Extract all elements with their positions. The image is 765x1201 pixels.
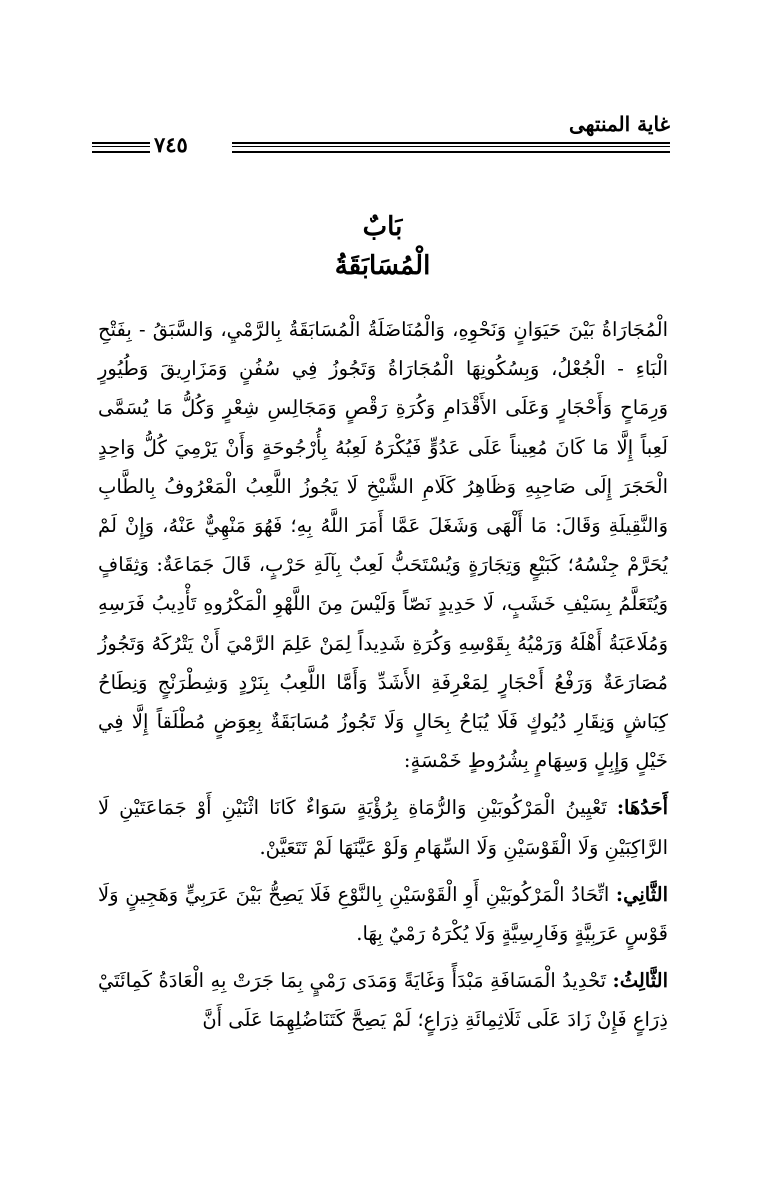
condition-lead: أَحَدُهَا: [616, 796, 668, 820]
chapter-label: بَابٌ [362, 212, 403, 242]
body-text [98, 310, 668, 1040]
paragraph-text: تَعْيِينُ الْمَرْكُوبَيْنِ وَالرُّمَاةِ بِرُؤْيَةٍ سَوَاءٌ كَانَا اثْنَيْنِ أَوْ جَمَاعَتَيْنِ لَا الرَّاكِبَيْنِ وَلَا الْقَوْسَيْنِ وَلَا السِّهَامِ وَلَوْ عَيَّنَهَا لَمْ تَتَعَيَّنْ. [98, 796, 668, 859]
header-rule [232, 142, 670, 153]
condition-lead: الثَّانِي: [615, 882, 668, 906]
paragraph-condition-2 [98, 875, 668, 953]
page-number: ٧٤٥ [154, 132, 188, 157]
running-title: غاية المنتهى [569, 112, 670, 136]
paragraph-condition-1 [98, 788, 668, 866]
paragraph-text: اتِّحَادُ الْمَرْكُوبَيْنِ أَوِ الْقَوْسَيْنِ بِالنَّوْعِ فَلَا يَصِحُّ بَيْنَ عَرَبِيٍّ وَهَجِينٍ وَلَا قَوْسٍ عَرَبِيَّةٍ وَفَارِسِيَّةٍ وَلَا يُكْرَهُ رَمْيٌ بِهَا. [98, 882, 668, 946]
page-number-rule [92, 142, 150, 153]
paragraph-text: تَحْدِيدُ الْمَسَافَةِ مَبْدَأً وَغَايَةً وَمَدَى رَمْيٍ بِمَا جَرَتْ بِهِ الْعَادَةُ كَمِائَتَيْ ذِرَاعٍ فَإِنْ زَادَ عَلَى ثَلَاثِمِائَةِ ذِرَاعٍ؛ لَمْ يَصِحَّ كَتَنَاضُلِهِمَا عَلَى أَنَّ [98, 969, 668, 1032]
paragraph-text: الْمُجَارَاةُ بَيْنَ حَيَوَانٍ وَنَحْوِهِ، وَالْمُنَاضَلَةُ الْمُسَابَقَةُ بِالرَّمْيِ، وَالسَّبَقُ - بِفَتْحِ الْبَاءِ - الْجُعْلُ، وَبِسُكُونِهَا الْمُجَارَاةُ وَتَجُوزُ فِي سُفُنٍ وَمَزَارِيقَ وَطُيُورٍ وَرِمَاحٍ وَأَحْجَارٍ وَعَلَى الأَقْدَامِ وَكُرَةِ رَقْصٍ وَمَجَالِسِ شِعْرٍ وَكُلُّ مَا يُسَمَّى لَعِباً إِلَّا مَا كَانَ مُعِيناً عَلَى عَدُوٍّ فَيُكْرَهُ لَعِبُهُ بِأُرْجُوحَةٍ وَأَنْ يَرْمِيَ كُلُّ وَاحِدٍ الْحَجَرَ إِلَى صَاحِبِهِ وَظَاهِرُ كَلَامِ الشَّيْخِ لَا يَجُوزُ اللَّعِبُ الْمَعْرُوفُ بِالطَّابِ وَالنَّقِيلَةِ وَقَالَ: مَا أَلْهَى وَشَغَلَ عَمَّا أَمَرَ اللَّهُ بِهِ؛ فَهُوَ مَنْهِيٌّ عَنْهُ، وَإِنْ لَمْ يُحَرَّمْ جِنْسُهُ؛ كَبَيْعٍ وَتِجَارَةٍ وَيُسْتَحَبُّ لَعِبٌ بِآلَةِ حَرْبٍ، قَالَ جَمَاعَةٌ: وَثِقَافٍ وَيُتَعَلَّمُ بِسَيْفِ خَشَبٍ، لَا حَدِيدٍ نَصّاً وَلَيْسَ مِنَ اللَّهْوِ الْمَكْرُوهِ تَأْدِيبُ فَرَسِهِ وَمُلَاعَبَةُ أَهْلَهُ وَرَمْيُهُ بِقَوْسِهِ وَكُرَةِ شَدِيداً لِمَنْ عَلِمَ الرَّمْيَ أَنْ يَتْرُكَهُ وَتَجُوزُ مُصَارَعَةٌ وَرَفْعُ أَحْجَارٍ لِمَعْرِفَةِ الأَشَدِّ وَأَمَّا اللَّعِبُ بِنَرْدٍ وَشِطْرَنْجٍ وَنِطَاحُ كِبَاشٍ وَنِقَارِ دُيُوكٍ فَلَا يُبَاحُ بِحَالٍ وَلَا تَجُوزُ مُسَابَقَةٌ بِعِوَضٍ مُطْلَقاً إِلَّا فِي خَيْلٍ وَإِبِلٍ وَسِهَامٍ بِشُرُوطٍ خَمْسَةٍ: [98, 318, 668, 773]
condition-lead: الثَّالِثُ: [612, 969, 668, 993]
page-header [92, 112, 670, 162]
paragraph-intro [98, 310, 668, 780]
paragraph-condition-3 [98, 961, 668, 1039]
chapter-title: الْمُسَابَقَةُ [334, 251, 431, 281]
